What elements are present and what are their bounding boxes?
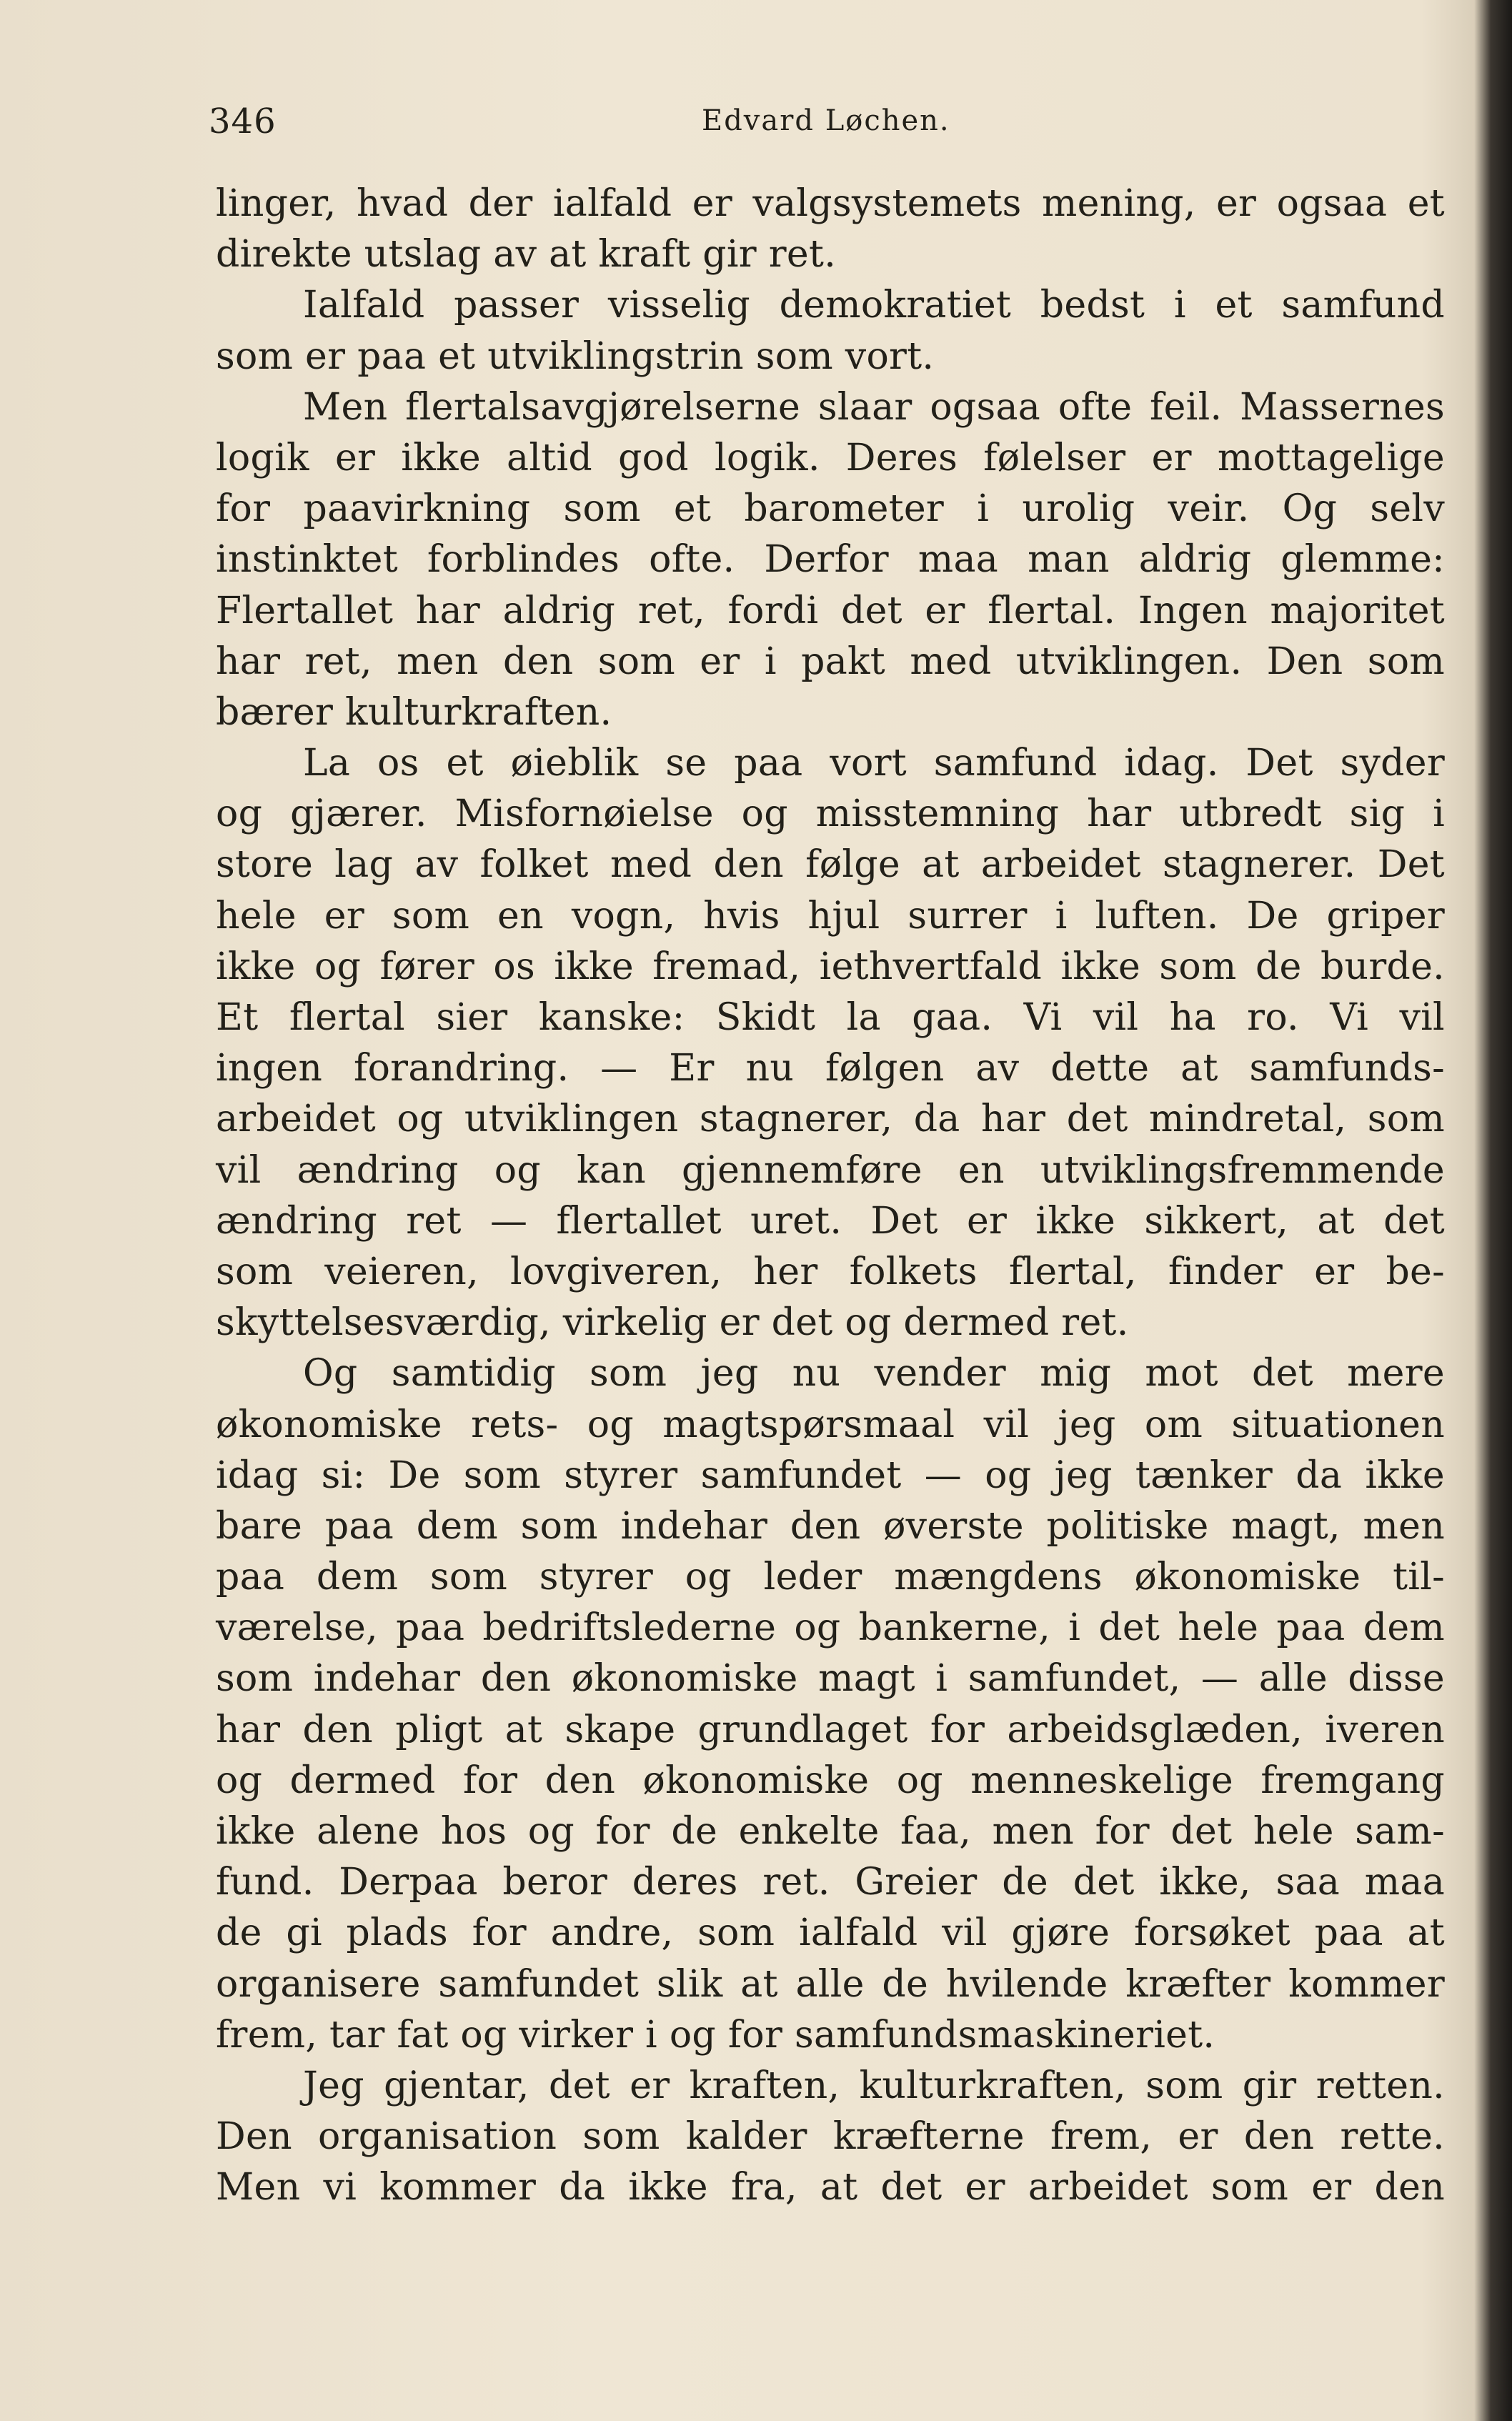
text-line: direkte utslag av at kraft gir ret. [216, 233, 837, 277]
text-line: de gi plads for andre, som ialfald vil gjøre forsøket paa at [216, 1912, 1445, 1955]
paragraph [216, 738, 1445, 1348]
text-line: Flertallet har aldrig ret, fordi det er flertal. Ingen majoritet [216, 589, 1445, 632]
text-line: Et flertal sier kanske: Skidt la gaa. Vi vil ha ro. Vi vil [216, 996, 1445, 1039]
paragraph [216, 1348, 1445, 2061]
text-line: linger, hvad der ialfald er valgsystemets mening, er ogsaa et [216, 182, 1445, 225]
text-line: som indehar den økonomiske magt i samfundet, — alle disse [216, 1657, 1445, 1701]
text-line: og dermed for den økonomiske og menneskelige fremgang [216, 1759, 1445, 1802]
text-line: Jeg gjentar, det er kraften, kulturkraften, som gir retten. [303, 2064, 1445, 2107]
text-line: økonomiske rets- og magtspørsmaal vil jeg om situationen [216, 1403, 1445, 1446]
text-line: Og samtidig som jeg nu vender mig mot det mere [303, 1352, 1445, 1396]
text-line: ikke og fører os ikke fremad, iethvertfald ikke som de burde. [216, 945, 1445, 988]
text-line: ændring ret — flertallet uret. Det er ikke sikkert, at det [216, 1199, 1445, 1243]
text-line: vil ændring og kan gjennemføre en utviklingsfremmende [216, 1148, 1445, 1192]
text-line: arbeidet og utviklingen stagnerer, da har det mindretal, som [216, 1098, 1445, 1141]
page-number: 346 [209, 101, 277, 141]
text-line: logik er ikke altid god logik. Deres følelser er mottagelige [216, 436, 1445, 479]
text-line: ikke alene hos og for de enkelte faa, men for det hele sam- [216, 1810, 1445, 1853]
text-line: bare paa dem som indehar den øverste politiske magt, men [216, 1504, 1445, 1548]
text-line: som er paa et utviklingstrin som vort. [216, 334, 935, 378]
paragraph [216, 382, 1445, 738]
text-line: idag si: De som styrer samfundet — og jeg tænker da ikke [216, 1453, 1445, 1497]
text-line: Men vi kommer da ikke fra, at det er arbeidet som er den [216, 2166, 1445, 2209]
page-header [209, 91, 1452, 156]
text-line: La os et øieblik se paa vort samfund idag. Det syder [303, 742, 1445, 785]
running-head: Edvard Løchen. [702, 104, 950, 137]
text-line: paa dem som styrer og leder mængdens økonomiske til- [216, 1556, 1445, 1599]
text-line: instinktet forblindes ofte. Derfor maa man aldrig glemme: [216, 538, 1445, 582]
text-line: for paavirkning som et barometer i urolig veir. Og selv [216, 487, 1445, 531]
text-line: frem, tar fat og virker i og for samfundsmaskineriet. [216, 2013, 1215, 2057]
text-line: bærer kulturkraften. [216, 690, 612, 734]
text-line: skyttelsesværdig, virkelig er det og dermed ret. [216, 1301, 1129, 1345]
text-line: ingen forandring. — Er nu følgen av dette at samfunds- [216, 1047, 1445, 1090]
text-line: har den pligt at skape grundlaget for arbeidsglæden, iveren [216, 1708, 1445, 1751]
text-line: Ialfald passer visselig demokratiet bedst i et samfund [303, 284, 1445, 327]
text-line: værelse, paa bedriftslederne og bankerne, i det hele paa dem [216, 1606, 1445, 1650]
text-line: har ret, men den som er i pakt med utviklingen. Den som [216, 640, 1445, 683]
text-line: som veieren, lovgiveren, her folkets flertal, finder er be- [216, 1250, 1445, 1293]
paragraph [216, 2061, 1445, 2214]
text-line: Men flertalsavgjørelserne slaar ogsaa ofte feil. Massernes [303, 385, 1445, 429]
text-line: Den organisation som kalder kræfterne frem, er den rette. [216, 2115, 1445, 2159]
paragraph [216, 179, 1445, 280]
text-line: store lag av folket med den følge at arbeidet stagnerer. Det [216, 843, 1445, 887]
text-line: fund. Derpaa beror deres ret. Greier de det ikke, saa maa [216, 1861, 1445, 1904]
text-line: organisere samfundet slik at alle de hvilende kræfter kommer [216, 1962, 1445, 2006]
text-line: og gjærer. Misfornøielse og misstemning har utbredt sig i [216, 792, 1445, 836]
body-text [216, 179, 1445, 2214]
text-line: hele er som en vogn, hvis hjul surrer i luften. De griper [216, 894, 1445, 938]
paragraph [216, 280, 1445, 382]
